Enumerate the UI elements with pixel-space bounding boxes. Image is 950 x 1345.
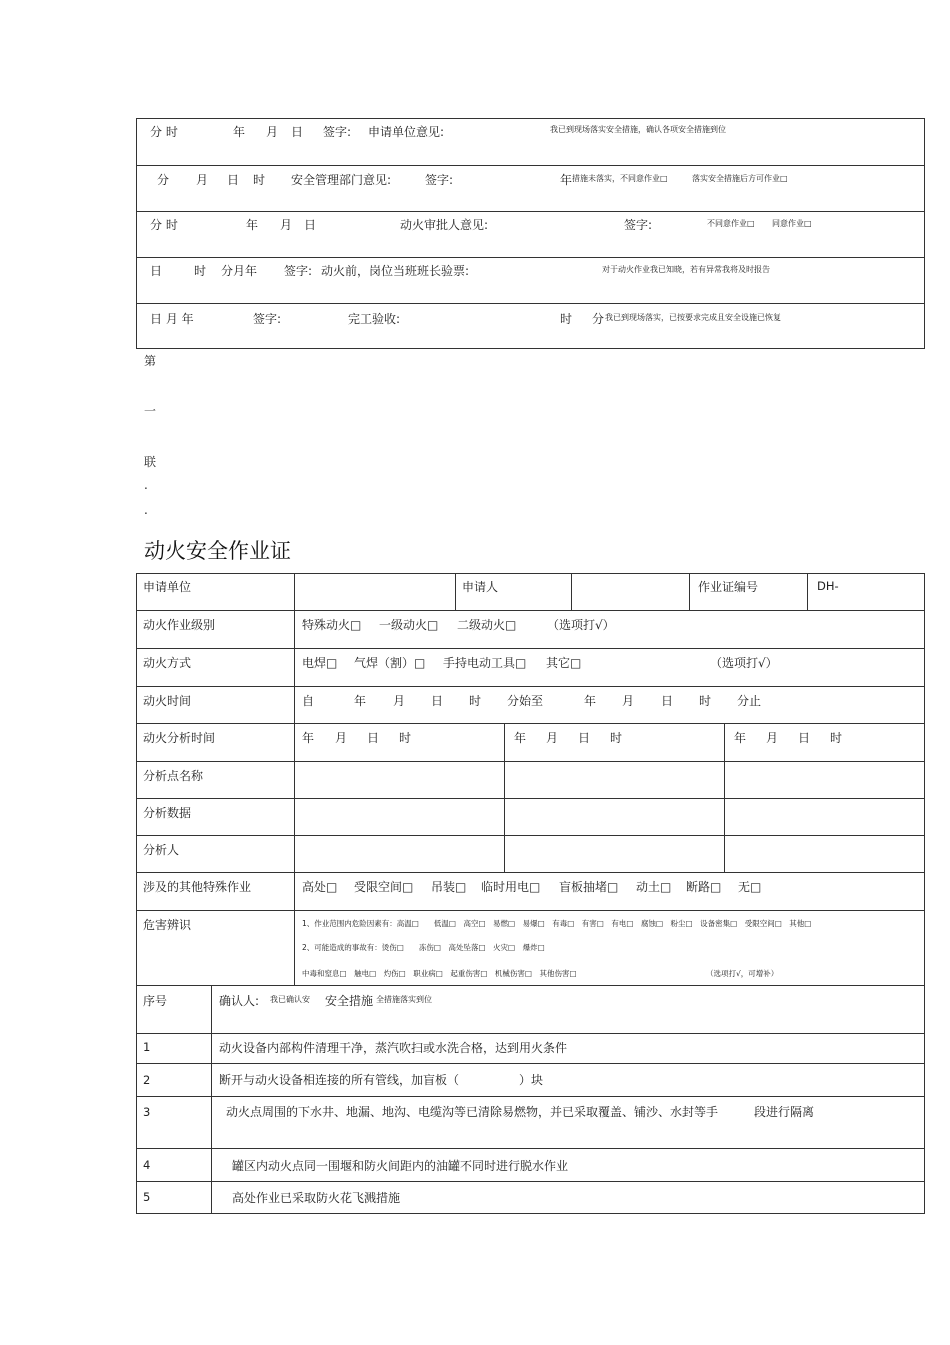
applicant-unit-label: 申请单位 (143, 580, 192, 594)
work-level-label: 动火作业级别 (143, 618, 216, 632)
signature-label: 签字: (624, 218, 653, 232)
confirm-statement: 我已到现场落实安全措施，确认各项安全措施到位 (550, 125, 726, 134)
month-label: 月 (196, 173, 209, 187)
hour-label: 时 (194, 264, 207, 278)
agree-checkbox[interactable]: 同意作业□ (772, 219, 812, 228)
gas-welding-checkbox[interactable]: 气焊（割）□ (354, 656, 426, 670)
year-label: 年 (246, 218, 259, 232)
item-number: 2 (143, 1073, 151, 1087)
completion-acceptance: 完工验收: (348, 312, 401, 326)
confirmer-label: 确认人: (219, 994, 260, 1008)
analyst-label: 分析人 (143, 843, 180, 857)
month-label: 月 (766, 731, 779, 745)
item-text: 罐区内动火点同一围堰和防火间距内的油罐不同时进行脱水作业 (232, 1159, 569, 1173)
possible-accidents-line: 2、可能造成的事故有：烫伤□ 冻伤□ 高处坠落□ 火灾□ 爆炸□ (302, 943, 545, 952)
from-label: 自 (302, 694, 315, 708)
day-label: 日 (304, 218, 317, 232)
hazard-factors-line: 1、作业范围内危险因素有：高温□ 低温□ 高空□ 易燃□ 易爆□ 有毒□ 有害□ 有电□ 腐蚀□ 粉尘□ 设备密集□ 受限空间□ 其他□ (302, 919, 812, 928)
year-label: 年 (514, 731, 527, 745)
confined-space-checkbox[interactable]: 受限空间□ (354, 880, 414, 894)
item-number: 1 (143, 1040, 151, 1054)
analysis-data-label: 分析数据 (143, 806, 192, 820)
temp-power-checkbox[interactable]: 临时用电□ (481, 880, 541, 894)
acknowledge-statement: 对于动火作业我已知晓，若有异常我将及时报告 (602, 265, 770, 274)
excavation-checkbox[interactable]: 动土□ (636, 880, 672, 894)
completion-statement: 我已到现场落实，已按要求完成且安全设施已恢复 (605, 313, 781, 322)
conditional-approve-checkbox[interactable]: 落实安全措施后方可作业□ (692, 174, 788, 183)
approver-opinion: 动火审批人意见: (400, 218, 489, 232)
minute-start-to: 分始至 (507, 694, 544, 708)
month-label: 月 (393, 694, 406, 708)
cert-number-value: DH- (817, 579, 839, 593)
item-text: 高处作业已采取防火花飞溅措施 (232, 1191, 401, 1205)
copy-marker-3: 联 (144, 455, 157, 469)
none-checkbox[interactable]: 无□ (738, 880, 762, 894)
day-label: 日 (150, 264, 163, 278)
month-label: 月 (546, 731, 559, 745)
signature-label: 签字: (323, 125, 352, 139)
copy-marker-2: 一 (144, 404, 157, 418)
option-hint: （选项打√） (547, 618, 615, 632)
other-method-checkbox[interactable]: 其它□ (546, 656, 582, 670)
fire-method-label: 动火方式 (143, 656, 192, 670)
copy-marker-1: 第 (144, 354, 157, 368)
number-header: 序号 (143, 994, 168, 1008)
day-month-year: 日 月 年 (150, 312, 194, 326)
year-label: 年 (354, 694, 367, 708)
hour-label: 时 (253, 173, 266, 187)
level1-fire-checkbox[interactable]: 一级动火□ (379, 618, 439, 632)
month-label: 月 (280, 218, 293, 232)
road-closure-checkbox[interactable]: 断路□ (686, 880, 722, 894)
applicant-label: 申请人 (462, 580, 499, 594)
dot-mark: . (144, 503, 148, 517)
special-fire-checkbox[interactable]: 特殊动火□ (302, 618, 362, 632)
year-label: 年 (734, 731, 747, 745)
minute-label: 分 (592, 312, 605, 326)
item-text: 动火点周围的下水井、地漏、地沟、电缆沟等已清除易燃物，并已采取覆盖、铺沙、水封等手 段进行隔离 (226, 1105, 815, 1119)
minute-hour: 分 时 (150, 218, 178, 232)
safety-dept-opinion: 安全管理部门意见: (291, 173, 392, 187)
hour-label: 时 (610, 731, 623, 745)
cert-number-label: 作业证编号 (698, 580, 759, 594)
lifting-checkbox[interactable]: 吊装□ (431, 880, 467, 894)
possible-accidents-line-2: 中毒和窒息□ 触电□ 灼伤□ 职业病□ 起重伤害□ 机械伤害□ 其他伤害□ (302, 969, 577, 978)
electric-welding-checkbox[interactable]: 电焊□ (302, 656, 338, 670)
safety-measures-header: 安全措施 (325, 994, 374, 1008)
year-label: 年 (584, 694, 597, 708)
minute-label: 分 (157, 173, 170, 187)
page-title: 动火安全作业证 (144, 539, 291, 563)
not-approved-checkbox[interactable]: 措施未落实，不同意作业□ (572, 174, 668, 183)
signature-label: 签字: (284, 264, 313, 278)
hour-label: 时 (560, 312, 573, 326)
item-number: 3 (143, 1105, 151, 1119)
power-tool-checkbox[interactable]: 手持电动工具□ (443, 656, 527, 670)
applicant-unit-opinion: 申请单位意见: (368, 125, 445, 139)
minute-end: 分止 (737, 694, 762, 708)
year-label: 年 (233, 125, 246, 139)
day-label: 日 (291, 125, 304, 139)
month-label: 月 (335, 731, 348, 745)
minute-hour: 分 时 (150, 125, 178, 139)
hour-label: 时 (399, 731, 412, 745)
item-text: 动火设备内部构件清理干净，蒸汽吹扫或水洗合格，达到用火条件 (219, 1041, 568, 1055)
signature-label: 签字: (253, 312, 282, 326)
minute-month-year: 分月年 (221, 264, 258, 278)
month-label: 月 (622, 694, 635, 708)
day-label: 日 (798, 731, 811, 745)
item-number: 4 (143, 1158, 151, 1172)
month-label: 月 (266, 125, 279, 139)
day-label: 日 (227, 173, 240, 187)
fire-time-label: 动火时间 (143, 694, 192, 708)
item-text: 断开与动火设备相连接的所有管线，加盲板（ ）块 (219, 1073, 544, 1087)
day-label: 日 (661, 694, 674, 708)
dot-mark: . (144, 478, 148, 492)
option-hint: （选项打√，可增补） (706, 969, 779, 978)
shift-leader-check: 动火前，岗位当班班长验票: (321, 264, 470, 278)
blind-plate-checkbox[interactable]: 盲板抽堵□ (559, 880, 619, 894)
hour-label: 时 (830, 731, 843, 745)
confirm-small-text: 我已确认安 (270, 995, 310, 1004)
item-number: 5 (143, 1190, 151, 1204)
option-hint: （选项打√） (710, 656, 778, 670)
hazard-identification-label: 危害辨识 (143, 918, 192, 932)
day-label: 日 (431, 694, 444, 708)
hour-label: 时 (699, 694, 712, 708)
year-label: 年 (560, 173, 573, 187)
day-label: 日 (367, 731, 380, 745)
year-label: 年 (302, 731, 315, 745)
analysis-point-label: 分析点名称 (143, 769, 204, 783)
confirm-small-text-2: 全措施落实到位 (376, 995, 432, 1004)
level2-fire-checkbox[interactable]: 二级动火□ (457, 618, 517, 632)
disagree-checkbox[interactable]: 不同意作业□ (707, 219, 755, 228)
other-special-work-label: 涉及的其他特殊作业 (143, 880, 252, 894)
day-label: 日 (578, 731, 591, 745)
analysis-time-label: 动火分析时间 (143, 731, 216, 745)
signature-label: 签字: (425, 173, 454, 187)
height-work-checkbox[interactable]: 高处□ (302, 880, 338, 894)
hour-label: 时 (469, 694, 482, 708)
